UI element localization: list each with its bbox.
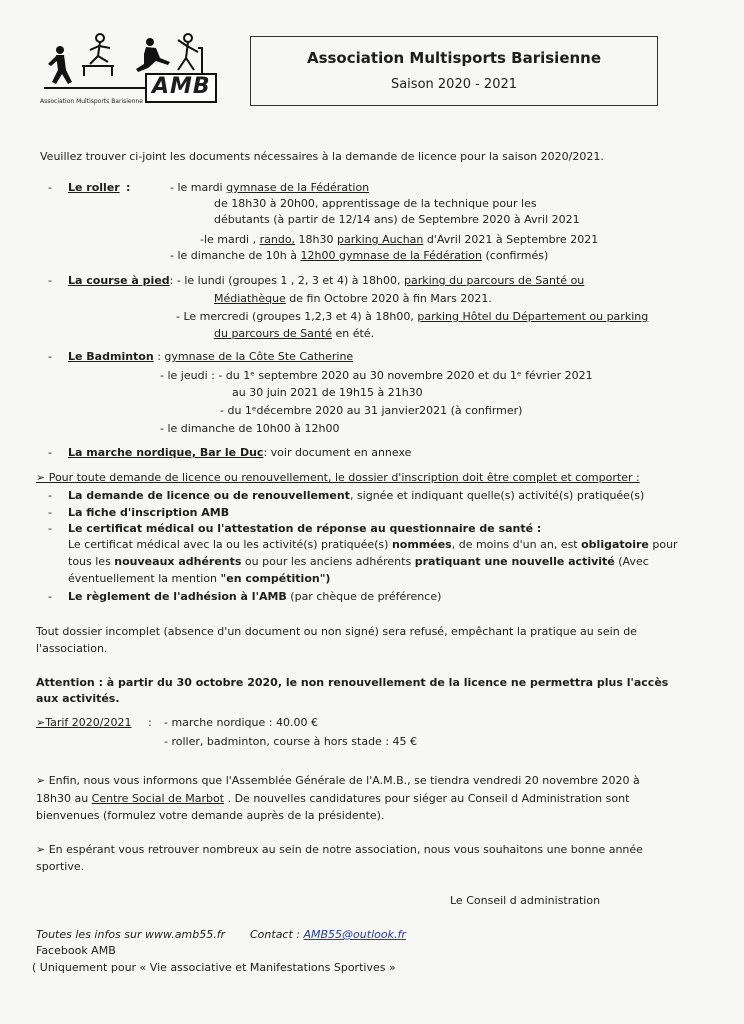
cert-2e: (Avec <box>614 555 649 568</box>
footer-contact <box>250 928 406 942</box>
roller-line-4e: d'Avril 2021 à Septembre 2021 <box>423 233 599 246</box>
cert-1a: Le certificat médical avec la ou les activité(s) pratiquée(s) <box>68 538 392 551</box>
dossier-item-1-bold: La demande de licence ou de renouvellement <box>68 489 350 502</box>
contact-email-link[interactable]: AMB55@outlook.fr <box>303 928 406 941</box>
dossier-item-1 <box>68 489 644 503</box>
badminton-line-1a: : <box>153 350 165 363</box>
cert-2c: ou pour les anciens adhérents <box>241 555 415 568</box>
tarif-colon: : <box>148 716 152 729</box>
cert-line-3 <box>68 572 330 586</box>
contact-label: Contact : <box>250 928 304 941</box>
roller-line-5 <box>170 249 548 263</box>
course-line-3 <box>176 310 648 324</box>
badminton-venue: gymnase de la Côte Ste Catherine <box>164 350 354 363</box>
marche-text: : voir document en annexe <box>263 446 412 459</box>
course-line-3a: - Le mercredi (groupes 1,2,3 et 4) à 18h00, <box>176 310 418 323</box>
course-mediatheque: Médiathèque <box>214 292 286 305</box>
attention-line-2: aux activités. <box>36 692 120 705</box>
enfin-line-2 <box>36 792 629 806</box>
amb-logo <box>38 28 220 110</box>
badminton-line-3: au 30 juin 2021 de 19h15 à 21h30 <box>232 386 423 399</box>
bullet: - <box>48 181 52 194</box>
course-place-2: parking Hôtel du Département ou parking <box>417 310 649 323</box>
cert-2a: tous les <box>68 555 115 568</box>
cert-2b: nouveaux adhérents <box>114 555 242 568</box>
reglement-line <box>68 590 441 604</box>
incomplet-line-1: Tout dossier incomplet (absence d'un document ou non signé) sera refusé, empêchant la pratique au sein de <box>36 625 637 638</box>
marche-title: La marche nordique, Bar le Duc <box>68 446 264 459</box>
reglement-text: (par chèque de préférence) <box>286 590 442 603</box>
dossier-heading: ➢ Pour toute demande de licence ou renouvellement, le dossier d'inscription doit être complet et comporter : <box>36 471 640 484</box>
cert-1b: nommées <box>391 538 452 551</box>
roller-line-5c: (confirmés) <box>482 249 549 262</box>
roller-line-1 <box>170 181 369 195</box>
season-subtitle: Saison 2020 - 2021 <box>390 77 518 92</box>
course-line-2b: de fin Octobre 2020 à fin Mars 2021. <box>285 292 492 305</box>
roller-line-5a: - le dimanche de 10h à <box>170 249 301 262</box>
cert-2d: pratiquant une nouvelle activité <box>414 555 615 568</box>
bullet: - <box>48 590 52 603</box>
enfin-line-3: bienvenues (formulez votre demande auprès de la présidente). <box>36 809 385 822</box>
roller-line-3: débutants (à partir de 12/14 ans) de Septembre 2020 à Avril 2021 <box>214 213 580 226</box>
roller-sunday-venue: 12h00 gymnase de la Fédération <box>300 249 482 262</box>
logo-letters: AMB <box>152 74 211 99</box>
dossier-item-2: La fiche d'inscription AMB <box>68 506 230 519</box>
badminton-line-4: - du 1ᵉdécembre 2020 au 31 janvier2021 (à confirmer) <box>220 404 523 417</box>
footer-infos: Toutes les infos sur www.amb55.fr <box>36 928 226 941</box>
badminton-line-2: - le jeudi : - du 1ᵉ septembre 2020 au 30 novembre 2020 et du 1ᵉ février 2021 <box>160 369 593 382</box>
cert-3a: éventuellement la mention <box>68 572 221 585</box>
course-line-2 <box>214 292 492 306</box>
bullet: - <box>48 274 52 287</box>
footer-uniquement: ( Uniquement pour « Vie associative et Manifestations Sportives » <box>32 961 396 974</box>
signature: Le Conseil d administration <box>450 894 601 907</box>
incomplet-line-2: l'association. <box>36 642 108 655</box>
roller-title: Le roller <box>68 181 120 194</box>
course-place-1: parking du parcours de Santé ou <box>403 274 585 287</box>
tarif-line-1: - marche nordique : 40.00 € <box>164 716 318 729</box>
bullet: - <box>48 522 52 535</box>
roller-rando: rando, <box>259 233 296 246</box>
esperant-line-2: sportive. <box>36 860 85 873</box>
logo-caption: Association Multisports Barisienne <box>40 98 143 105</box>
dossier-item-1-text: , signée et indiquant quelle(s) activité(s) pratiquée(s) <box>349 489 645 502</box>
footer-facebook: Facebook AMB <box>36 944 116 957</box>
course-line-1 <box>68 274 584 288</box>
tarif-label: ➢Tarif 2020/2021 <box>36 716 132 729</box>
enfin-2c: . De nouvelles candidatures pour siéger au Conseil d Administration sont <box>224 792 630 805</box>
roller-line-1a: - le mardi <box>170 181 227 194</box>
cert-1d: obligatoire <box>581 538 649 551</box>
page-title: Association Multisports Barisienne <box>306 49 602 67</box>
marche-line <box>68 446 411 460</box>
course-title: La course à pied <box>68 274 170 287</box>
badminton-title: Le Badminton <box>68 350 154 363</box>
course-line-4b: en été. <box>331 327 375 340</box>
bullet: - <box>48 489 52 502</box>
badminton-line-5: - le dimanche de 10h00 à 12h00 <box>160 422 340 435</box>
bullet: - <box>48 506 52 519</box>
cert-1e: pour <box>648 538 678 551</box>
esperant-line-1: ➢ En espérant vous retrouver nombreux au sein de notre association, nous vous souhaitons une bonne année <box>36 843 643 856</box>
badminton-line-1 <box>68 350 353 364</box>
attention-line-1: Attention : à partir du 30 octobre 2020, le non renouvellement de la licence ne permettra plus l'accès <box>36 676 669 689</box>
bullet: - <box>48 350 52 363</box>
intro-text: Veuillez trouver ci-joint les documents nécessaires à la demande de licence pour la saison 2020/2021. <box>40 150 604 163</box>
tarif-line-2: - roller, badminton, course à hors stade : 45 € <box>164 735 418 748</box>
roller-line-4 <box>200 233 598 247</box>
roller-line-4a: -le mardi , <box>200 233 260 246</box>
cert-1c: , de moins d'un an, est <box>451 538 582 551</box>
enfin-2a: 18h30 au <box>36 792 92 805</box>
course-line-4 <box>214 327 374 341</box>
cert-line-2 <box>68 555 649 569</box>
cert-3b: "en compétition") <box>220 572 331 585</box>
roller-colon: : <box>126 181 131 194</box>
bullet: - <box>48 446 52 459</box>
roller-line-4c: 18h30 <box>295 233 338 246</box>
header-box <box>250 36 658 106</box>
enfin-line-1: ➢ Enfin, nous vous informons que l'Assemblée Générale de l'A.M.B., se tiendra vendredi 20 novembre 2020 à <box>36 774 640 787</box>
roller-venue: gymnase de la Fédération <box>226 181 370 194</box>
dossier-item-3: Le certificat médical ou l'attestation de réponse au questionnaire de santé : <box>68 522 542 535</box>
roller-parking: parking Auchan <box>337 233 424 246</box>
cert-line-1 <box>68 538 678 552</box>
roller-line-2: de 18h30 à 20h00, apprentissage de la technique pour les <box>214 197 537 210</box>
centre-social: Centre Social de Marbot <box>91 792 225 805</box>
reglement-bold: Le règlement de l'adhésion à l'AMB <box>68 590 287 603</box>
course-line-1a: : - le lundi (groupes 1 , 2, 3 et 4) à 18h00, <box>169 274 404 287</box>
course-place-3: du parcours de Santé <box>214 327 332 340</box>
